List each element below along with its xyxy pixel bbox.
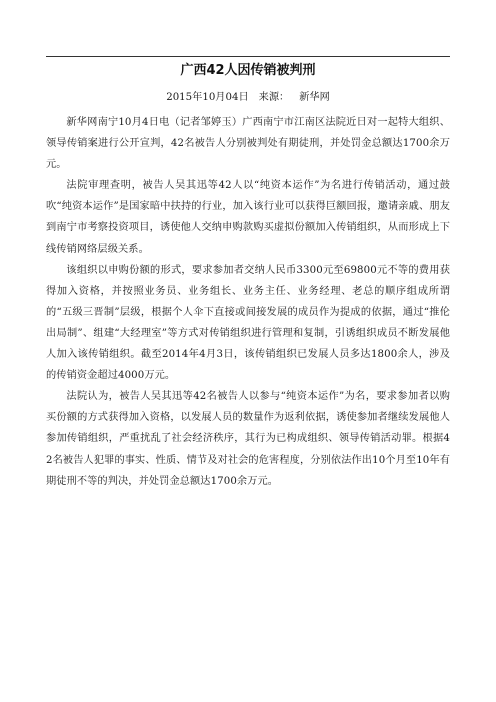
header-rule <box>46 56 450 57</box>
article-date: 2015年10月04日 <box>166 92 249 103</box>
paragraph: 法院认为，被告人吴其迅等42名被告人以参与“纯资本运作”为名，要求参加者以购买份额的方式获得加入资格，以发展人员的数量作为返利依据，诱使参加者继续发展他人参加传销组织，严重扰乱了社会经济秩序，其行为已构成组织、领导传销活动罪。根据42名被告人犯罪的事实、性质、情节及对社会的危害程度，分别依法作出10个月至10年有期徒刑不等的判决，并处罚金总额达1700余万元。 <box>46 391 450 487</box>
article-body <box>46 112 450 492</box>
paragraph: 新华网南宁10月4日电（记者邹婷玉）广西南宁市江南区法院近日对一起特大组织、领导传销案进行公开宣判，42名被告人分别被判处有期徒刑，并处罚金总额达1700余万元。 <box>46 117 450 171</box>
paragraph: 该组织以申购份额的形式，要求参加者交纳人民币3300元至69800元不等的费用获得加入资格，并按照业务员、业务组长、业务主任、业务经理、老总的顺序组成所谓的“五级三晋制”层级，根据个人伞下直接或间接发展的成员作为提成的依据，通过“推伦出局制”、组建“大经理室”等方式对传销组织进行管理和复制，引诱组织成员不断发展他人加入该传销组织。截至2014年4月3日，该传销组织已发展人员多达1800余人，涉及的传销资金超过4000万元。 <box>46 264 450 382</box>
article-source: 新华网 <box>299 92 330 103</box>
article-title: 广西42人因传销被判刑 <box>180 63 316 78</box>
source-label: 来源： <box>258 92 290 103</box>
article-meta <box>46 91 450 105</box>
paragraph: 法院审理查明，被告人吴其迅等42人以“纯资本运作”为名进行传销活动，通过鼓吹“纯资本运作”是国家暗中扶持的行业，加入该行业可以获得巨额回报，邀请亲戚、朋友到南宁市考察投资项目，诱使他人交纳申购款购买虚拟份额加入传销组织，从而形成上下线传销网络层级关系。 <box>46 180 450 255</box>
